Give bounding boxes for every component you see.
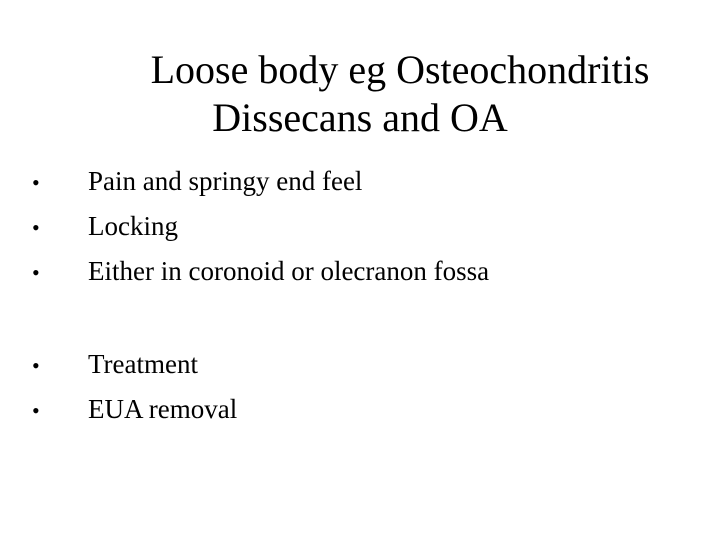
bullet-icon: •: [32, 398, 40, 423]
bullet-text: Pain and springy end feel: [88, 166, 363, 196]
title-line-1: Loose body eg Osteochondritis: [150, 47, 650, 92]
bullet-item: [32, 255, 489, 289]
bullet-icon: •: [32, 260, 40, 285]
bullet-text: Treatment: [88, 349, 198, 379]
bullet-icon: •: [32, 215, 40, 240]
title-line-2: Dissecans and OA: [212, 95, 508, 140]
bullet-item: [32, 348, 198, 382]
bullet-text: Either in coronoid or olecranon fossa: [88, 256, 490, 286]
bullet-icon: •: [32, 170, 40, 195]
bullet-item: [32, 165, 362, 199]
bullet-item: [32, 393, 237, 427]
bullet-text: Locking: [88, 211, 178, 241]
bullet-item: [32, 210, 178, 244]
bullet-text: EUA removal: [88, 394, 238, 424]
bullet-icon: •: [32, 353, 40, 378]
